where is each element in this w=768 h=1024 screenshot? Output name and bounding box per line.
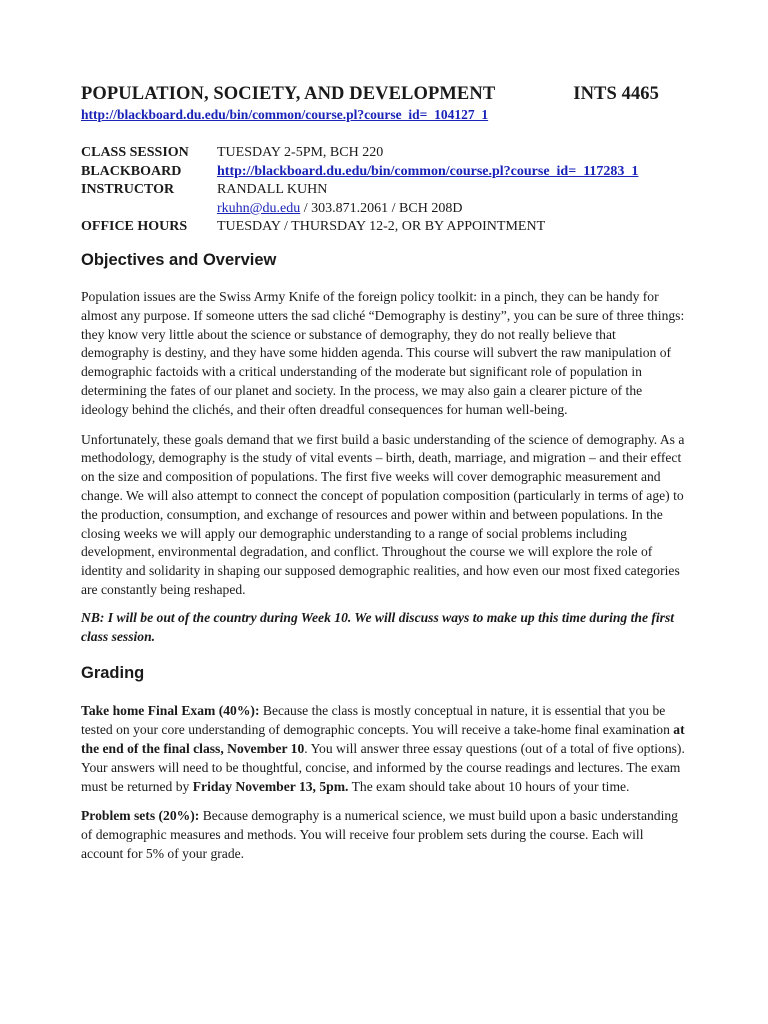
objectives-heading: Objectives and Overview [81,250,277,269]
objectives-paragraph-2: Unfortunately, these goals demand that we first build a basic understanding of the science of demography. As a methodology, demography is the study of vital events – birth, death, marriage, and migration – and their effect on the size and composition of populations. The first five weeks will cover demographic measurement and change. We will also attempt to connect the concept of population composition (particularly in terms of age) to the production, consumption, and exchange of resources and power within and between populations. In the closing weeks we will apply our demographic understanding to a range of social problems including development, environmental degradation, and conflict. Throughout the course we will explore the role of identity and solidarity in shaping our supposed demographic realities, and how even our most fixed categories are constantly being reshaped. [81,431,685,597]
blackboard-row [81,163,681,182]
problem-sets-paragraph: Problem sets (20%): Because demography is a numerical science, we must build upon a basic understanding of demographic measures and methods. You will receive four problem sets during the course. Each will account for 5% of your grade. [81,808,678,861]
blackboard-url-link[interactable]: http://blackboard.du.edu/bin/common/course.pl?course_id=_117283_1 [217,163,639,179]
title-row [81,84,659,105]
instructor-contact: / 303.871.2061 / BCH 208D [300,200,463,216]
class-session-value: TUESDAY 2-5PM, BCH 220 [217,145,384,160]
instructor-email-link[interactable]: rkuhn@du.edu [217,200,301,216]
final-exam-paragraph: Take home Final Exam (40%): Because the class is mostly conceptual in nature, it is essential that you be tested on your core understanding of demographic concepts. You will receive a take-home final examination at the end of the final class, November 10. You will answer three essay questions (out of a total of five options). Your answers will need to be thoughtful, concise, and informed by the course readings and lectures. The exam must be returned by Friday November 13, 5pm. The exam should take about 10 hours of your time. [81,703,685,794]
syllabus-page [81,84,685,864]
course-url-link[interactable]: http://blackboard.du.edu/bin/common/course.pl?course_id=_104127_1 [81,107,489,122]
class-session-label: CLASS SESSION [81,145,189,160]
grading-heading: Grading [81,664,145,683]
course-title: POPULATION, SOCIETY, AND DEVELOPMENT [81,84,496,104]
office-hours-label: OFFICE HOURS [81,219,188,235]
instructor-row [81,181,681,200]
office-hours-value: TUESDAY / THURSDAY 12-2, OR BY APPOINTMENT [217,219,546,235]
final-exam-label: Take home Final Exam (40%): [81,703,260,719]
objectives-paragraph-1: Population issues are the Swiss Army Knife of the foreign policy toolkit: in a pinch, they can be handy for almost any purpose. If someone utters the sad cliché “Demography is destiny”, you can be sure of three things: they know very little about the science or substance of demography, they do not really believe that demography is destiny, and they have some hidden agenda. This course will subvert the raw manipulation of demographic factoids with a critical understanding of the moderate but significant role of population in determining the fates of our planet and society. In the process, we may also gain a clearer picture of the ideology behind the clichés, and their often dreadful consequences for human well-being. [81,288,685,417]
instructor-label: INSTRUCTOR [81,182,175,198]
office-hours-row [81,218,681,237]
class-session-row [81,144,681,163]
course-info-table [81,144,681,237]
instructor-name: RANDALL KUHN [217,182,328,198]
problem-sets-label: Problem sets (20%): [81,808,200,824]
nb-note: NB: I will be out of the country during Week 10. We will discuss ways to make up this time during the first class session. [81,609,675,644]
instructor-contact-row [81,200,681,219]
blackboard-label: BLACKBOARD [81,163,182,179]
course-code: INTS 4465 [573,84,659,104]
